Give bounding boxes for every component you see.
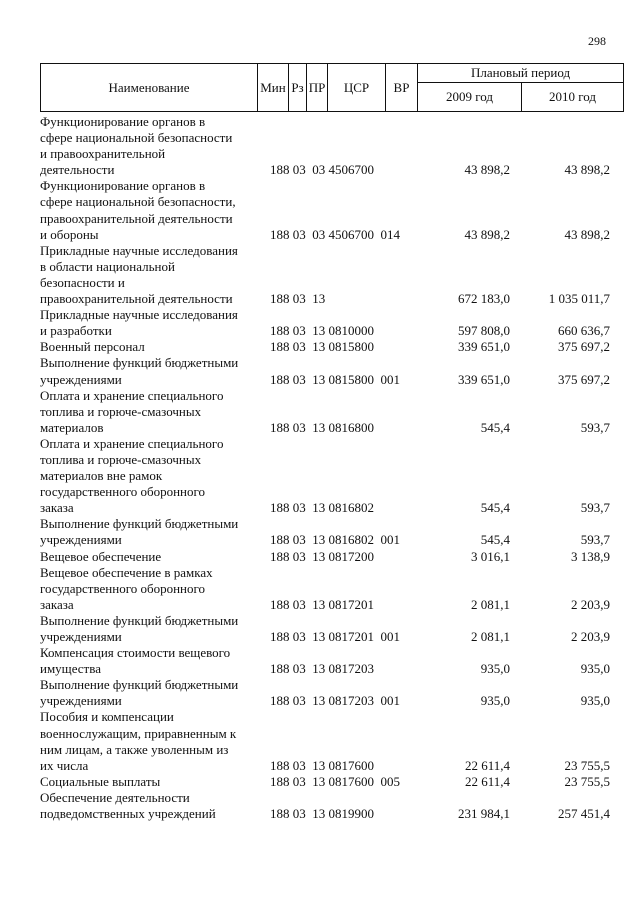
table-row (40, 774, 623, 790)
row-name (40, 114, 262, 178)
row-name-line: сфере национальной безопасности (40, 130, 233, 146)
row-name-line: материалов вне рамок (40, 468, 163, 484)
row-code: 188 03 13 (270, 291, 326, 307)
row-name-line: Прикладные научные исследования (40, 307, 238, 323)
row-value-2009: 545,4 (480, 500, 510, 516)
header-pr: ПР (307, 64, 328, 112)
row-name (40, 388, 262, 436)
row-name-line: Функционирование органов в (40, 178, 206, 194)
row-value-2009: 43 898,2 (464, 162, 510, 178)
table-row (40, 549, 623, 565)
row-value-2010: 375 697,2 (558, 339, 610, 355)
row-name (40, 565, 262, 613)
row-name (40, 677, 262, 709)
table-row (40, 307, 623, 339)
row-value-2009: 339 651,0 (458, 339, 510, 355)
row-name-line: учреждениями (40, 693, 122, 709)
row-value-2009: 597 808,0 (458, 323, 510, 339)
row-value-2010: 375 697,2 (558, 371, 610, 387)
row-name-line: и правоохранительной (40, 146, 166, 162)
row-value-2009: 935,0 (480, 693, 510, 709)
row-code: 188 03 13 0817203 001 (270, 693, 400, 709)
row-name (40, 355, 262, 387)
row-code: 188 03 13 0816802 001 (270, 532, 400, 548)
row-name-line: имущества (40, 661, 101, 677)
row-name (40, 243, 262, 307)
table-body (40, 114, 623, 822)
row-value-2010: 660 636,7 (558, 323, 610, 339)
table-row (40, 677, 623, 709)
table-header (40, 63, 624, 112)
row-value-2010: 593,7 (580, 500, 610, 516)
header-vr: ВР (386, 64, 418, 112)
row-name (40, 774, 262, 790)
row-code: 188 03 13 0817600 005 (270, 773, 400, 789)
row-value-2009: 2 081,1 (471, 629, 510, 644)
row-name-line: Пособия и компенсации (40, 709, 174, 725)
row-name-line: заказа (40, 596, 74, 612)
row-code: 188 03 13 0815800 (270, 339, 374, 355)
row-value-2009: 22 611,4 (464, 773, 510, 789)
row-name-line: правоохранительной деятельности (40, 210, 233, 226)
table-row (40, 243, 623, 307)
row-code: 188 03 13 0817201 (270, 596, 374, 612)
row-name (40, 645, 262, 677)
row-name-line: Выполнение функций бюджетными (40, 612, 239, 628)
row-value-2009: 339 651,0 (458, 371, 510, 387)
row-name (40, 613, 262, 645)
row-value-2009: 935,0 (480, 661, 510, 677)
row-value-2010: 935,0 (580, 693, 610, 709)
row-name-line: Функционирование органов в (40, 114, 206, 129)
row-name-line: топлива и горюче-смазочных (40, 403, 202, 419)
row-name (40, 709, 262, 773)
row-name-line: Компенсация стоимости вещевого (40, 645, 231, 661)
row-code: 188 03 13 0815800 001 (270, 371, 400, 387)
table-row (40, 355, 623, 387)
header-year-2010: 2010 год (522, 83, 624, 112)
row-name-line: Вещевое обеспечение (40, 548, 162, 564)
row-code: 188 03 13 0817203 (270, 661, 374, 677)
row-name-line: Выполнение функций бюджетными (40, 677, 239, 693)
row-value-2009: 231 984,1 (458, 806, 510, 822)
row-value-2010: 23 755,5 (564, 757, 610, 773)
row-value-2009: 2 081,1 (471, 596, 510, 612)
row-name-line: ним лицам, а также уволенным из (40, 741, 229, 757)
row-name-line: государственного оборонного (40, 484, 205, 500)
row-name-line: учреждениями (40, 532, 122, 548)
row-name-line: Вещевое обеспечение в рамках (40, 564, 213, 580)
row-value-2010: 2 203,9 (571, 596, 610, 612)
row-value-2010: 23 755,5 (564, 773, 610, 789)
row-value-2010: 593,7 (580, 532, 610, 548)
row-code: 188 03 13 0816800 (270, 419, 374, 435)
row-value-2009: 3 016,1 (471, 548, 510, 564)
row-name-line: подведомственных учреждений (40, 806, 216, 822)
table-row (40, 436, 623, 516)
row-value-2010: 43 898,2 (564, 226, 610, 242)
row-name (40, 790, 262, 822)
row-name-line: правоохранительной деятельности (40, 291, 233, 307)
row-code: 188 03 03 4506700 (270, 162, 374, 178)
row-name-line: учреждениями (40, 629, 122, 644)
table-row (40, 565, 623, 613)
row-name-line: Выполнение функций бюджетными (40, 516, 239, 532)
row-name-line: их числа (40, 757, 89, 773)
row-value-2009: 43 898,2 (464, 226, 510, 242)
row-value-2010: 935,0 (580, 661, 610, 677)
row-name-line: Выполнение функций бюджетными (40, 355, 239, 371)
table-row (40, 645, 623, 677)
row-value-2009: 545,4 (480, 419, 510, 435)
row-value-2009: 672 183,0 (458, 291, 510, 307)
row-name (40, 178, 262, 242)
row-name-line: и разработки (40, 323, 112, 339)
row-name-line: безопасности и (40, 274, 125, 290)
header-rz: Рз (289, 64, 307, 112)
row-name-line: сфере национальной безопасности, (40, 194, 236, 210)
row-name-line: Социальные выплаты (40, 773, 161, 789)
row-value-2010: 257 451,4 (558, 806, 610, 822)
row-name-line: учреждениями (40, 371, 122, 387)
row-value-2010: 593,7 (580, 419, 610, 435)
row-code: 188 03 03 4506700 014 (270, 226, 400, 242)
row-code: 188 03 13 0817201 001 (270, 629, 400, 644)
header-planned-period: Плановый период (418, 64, 624, 83)
row-name-line: Оплата и хранение специального (40, 435, 224, 451)
row-name (40, 516, 262, 548)
table-row (40, 790, 623, 822)
row-name-line: государственного оборонного (40, 580, 205, 596)
row-code: 188 03 13 0816802 (270, 500, 374, 516)
row-name-line: в области национальной (40, 258, 175, 274)
row-value-2010: 3 138,9 (571, 548, 610, 564)
header-min: Мин (258, 64, 289, 112)
page-number: 298 (588, 34, 606, 48)
row-value-2009: 22 611,4 (464, 757, 510, 773)
row-name-line: Прикладные научные исследования (40, 242, 238, 258)
row-value-2010: 1 035 011,7 (548, 291, 610, 307)
row-name-line: топлива и горюче-смазочных (40, 451, 202, 467)
row-code: 188 03 13 0810000 (270, 323, 374, 339)
row-code: 188 03 13 0817200 (270, 548, 374, 564)
table-row (40, 388, 623, 436)
row-value-2010: 43 898,2 (564, 162, 610, 178)
row-name (40, 339, 262, 355)
row-name-line: военнослужащим, приравненным к (40, 725, 237, 741)
header-year-2009: 2009 год (418, 83, 522, 112)
row-name-line: Военный персонал (40, 339, 145, 355)
table-row (40, 114, 623, 178)
table-row (40, 613, 623, 645)
table-row (40, 709, 623, 773)
row-name-line: и обороны (40, 226, 99, 242)
table-row (40, 178, 623, 242)
row-name (40, 307, 262, 339)
row-name-line: Оплата и хранение специального (40, 387, 224, 403)
row-name (40, 436, 262, 516)
header-name: Наименование (41, 64, 258, 112)
row-value-2010: 2 203,9 (571, 629, 610, 644)
table-row (40, 516, 623, 548)
row-name-line: Обеспечение деятельности (40, 789, 190, 805)
row-code: 188 03 13 0817600 (270, 757, 374, 773)
row-name (40, 549, 262, 565)
row-name-line: заказа (40, 500, 74, 516)
header-csr: ЦСР (328, 64, 386, 112)
row-code: 188 03 13 0819900 (270, 806, 374, 822)
row-name-line: материалов (40, 419, 104, 435)
row-value-2009: 545,4 (480, 532, 510, 548)
row-name-line: деятельности (40, 162, 115, 178)
table-row (40, 339, 623, 355)
